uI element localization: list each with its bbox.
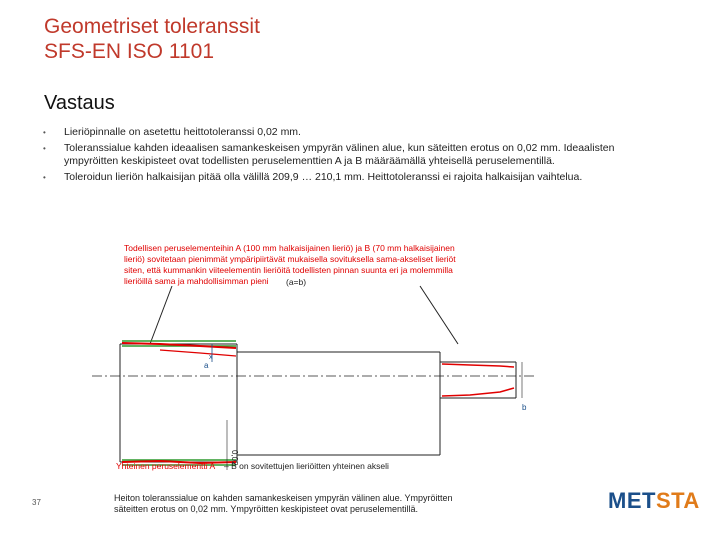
slide-number: 37 [32, 498, 41, 507]
label-x: x [209, 354, 213, 361]
bullet-dot-icon: • [43, 128, 46, 137]
dimension-value: 0,02 [230, 450, 239, 466]
caption [114, 493, 494, 515]
annotation-line: Todellisen peruselementeihin A (100 mm halkaisijainen lieriö) ja B (70 mm halkaisijainen [124, 243, 455, 253]
label-a: a [204, 361, 209, 370]
large-cylinder [120, 344, 237, 462]
bullet-text: Toleranssialue kahden ideaalisen samankeskeisen ympyrän välinen alue, kun säteitten erotus on 0,02 mm. Ideaalisten ympyröitten keskipisteet ovat todellisten peruselementtien A ja B määräämällä yhteisellä peruselementillä. [64, 142, 615, 167]
annotation-line: lieriö) sovitetaan pienimmät ympäripiirtävät mukaisella sovituksella sama-akseliset lieriöt [124, 254, 456, 264]
bullet-dot-icon: • [43, 144, 46, 153]
datum-b-contour [442, 364, 514, 367]
bullet-text: Toleroidun lieriön halkaisijan pitää olla välillä 209,9 … 210,1 mm. Heittotoleranssi ei rajoita halkaisijan vaihtelua. [64, 171, 583, 183]
datum-b-contour [442, 388, 514, 396]
caption-line-2: säteitten erotus on 0,02 mm. Ympyröitten keskipisteet ovat peruselementillä. [114, 504, 418, 514]
title-line-2: SFS-EN ISO 1101 [44, 40, 215, 63]
subtitle: Vastaus [44, 92, 115, 114]
bottom-label-red: Yhteinen peruselementti A [116, 461, 216, 471]
bottom-label-dark: – B on sovitettujen lieriöitten yhteinen akseli [224, 461, 389, 471]
datum-a-contour [160, 350, 236, 356]
metsta-logo [608, 488, 700, 514]
leader-line-left [150, 286, 172, 344]
annotation-line: lieriöillä sama ja mahdollisimman pieni [124, 276, 269, 286]
annotation-suffix: (a=b) [286, 277, 307, 287]
caption-line-1: Heiton toleranssialue on kahden samankeskeisen ympyrän välinen alue. Ympyröitten [114, 493, 453, 503]
logo-part-1: MET [608, 488, 656, 513]
title-line-1: Geometriset toleranssit [44, 15, 260, 38]
label-b: b [522, 403, 527, 412]
bullet-text: Lieriöpinnalle on asetettu heittotoleranssi 0,02 mm. [64, 126, 301, 138]
leader-line-right [420, 286, 458, 344]
logo-part-2: STA [655, 488, 700, 513]
annotation-line: siten, että kummankin viiteelementin lieriöitä todellisten pinnan suunta eri ja molemmilla [124, 265, 453, 275]
small-cylinder [237, 352, 516, 455]
bullet-dot-icon: • [43, 173, 46, 182]
